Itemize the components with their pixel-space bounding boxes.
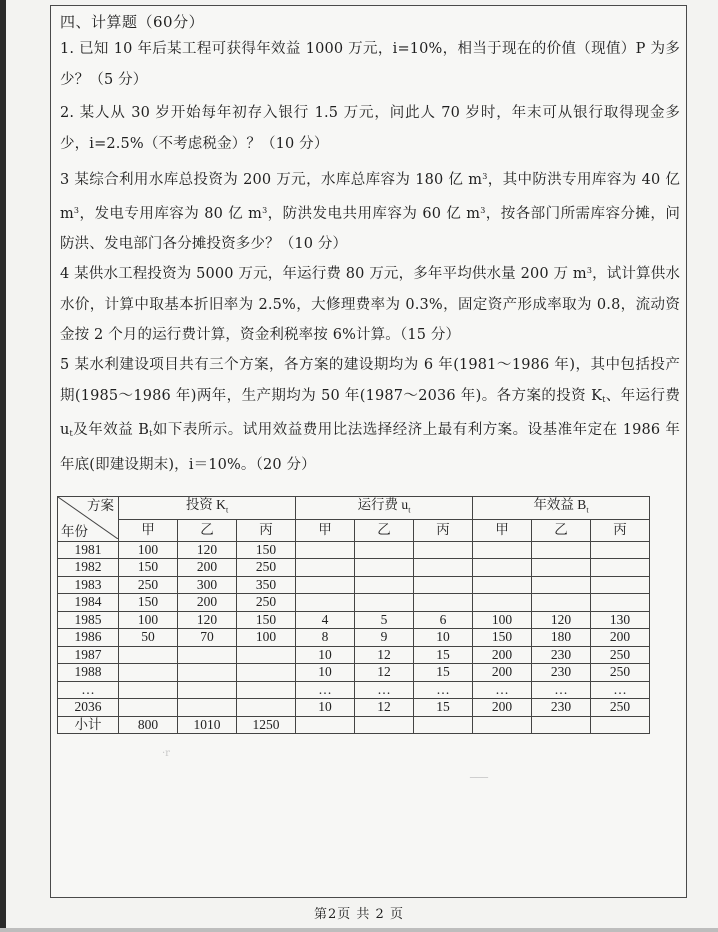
value-cell: … <box>532 681 591 699</box>
group-label-text: 运行费 u <box>357 497 409 512</box>
value-cell: 250 <box>119 576 178 594</box>
value-cell <box>296 576 355 594</box>
table-row <box>58 716 650 734</box>
value-cell: 180 <box>532 629 591 647</box>
plan-header: 乙 <box>178 519 237 541</box>
value-cell <box>591 576 650 594</box>
value-cell <box>355 576 414 594</box>
value-cell: 10 <box>296 699 355 717</box>
group-header-operating-cost <box>296 497 473 520</box>
table-row <box>58 699 650 717</box>
table-row <box>58 629 650 647</box>
year-cell: 1984 <box>58 594 119 612</box>
year-cell: 小计 <box>58 716 119 734</box>
value-cell: 15 <box>414 646 473 664</box>
value-cell: … <box>591 681 650 699</box>
value-cell <box>473 576 532 594</box>
plan-header: 乙 <box>532 519 591 541</box>
value-cell: 120 <box>178 541 237 559</box>
group-label-sub: t <box>225 505 229 515</box>
value-cell: 300 <box>178 576 237 594</box>
value-cell: 100 <box>473 611 532 629</box>
table-row <box>58 611 650 629</box>
question-script: 3 <box>482 172 488 181</box>
value-cell: … <box>473 681 532 699</box>
question-text: 如下表所示。试用效益费用比法选择经济上最有利方案。设基准年定在 1986 年年底(即建设期末)，i＝10%。（20 分） <box>60 422 680 473</box>
question-script: 3 <box>480 205 486 215</box>
value-cell: 200 <box>473 699 532 717</box>
value-cell: 1010 <box>178 716 237 734</box>
value-cell <box>237 681 296 699</box>
value-cell: 150 <box>237 541 296 559</box>
value-cell: 150 <box>119 594 178 612</box>
value-cell: 10 <box>296 646 355 664</box>
value-cell: 150 <box>119 559 178 577</box>
plan-header: 甲 <box>119 519 178 541</box>
value-cell <box>532 559 591 577</box>
plan-header: 丙 <box>591 519 650 541</box>
value-cell: 250 <box>591 699 650 717</box>
value-cell <box>296 716 355 734</box>
value-cell <box>119 699 178 717</box>
value-cell <box>355 541 414 559</box>
value-cell <box>296 594 355 612</box>
scan-artifact: ─── <box>470 773 489 784</box>
value-cell <box>414 559 473 577</box>
year-cell: 1981 <box>58 541 119 559</box>
value-cell <box>414 594 473 612</box>
question-script: t <box>602 394 606 404</box>
value-cell <box>237 664 296 682</box>
question-4 <box>60 256 680 351</box>
question-text: 1. 已知 10 年后某工程可获得年效益 1000 万元，i=10%，相当于现在的价值（现值）P 为多少？（5 分） <box>60 41 680 88</box>
question-text: ，发电专用库容为 80 亿 m <box>79 205 263 222</box>
question-text: 2. 某人从 30 岁开始每年初存入银行 1.5 万元，问此人 70 岁时，年末可从银行取得现金多少，i=2.5%（不考虑税金）？（10 分） <box>60 105 680 152</box>
group-label-text: 年效益 B <box>533 497 587 512</box>
value-cell <box>296 541 355 559</box>
value-cell: 230 <box>532 646 591 664</box>
question-text: 3 某综合利用水库总投资为 200 万元，水库总库容为 180 亿 m <box>60 172 483 188</box>
value-cell: 120 <box>178 611 237 629</box>
value-cell <box>414 541 473 559</box>
value-cell <box>414 716 473 734</box>
table-row <box>58 681 650 699</box>
year-cell: 1982 <box>58 559 119 577</box>
question-text: 5 某水利建设项目共有三个方案，各方案的建设期均为 6 年(1981～1986 年)，其中包括投产期(1985～1986 年)两年，生产期均为 50 年(1987～2036 年)。各方案的投资 K <box>60 357 680 404</box>
value-cell: 250 <box>591 646 650 664</box>
year-cell: 1983 <box>58 576 119 594</box>
value-cell <box>532 576 591 594</box>
table-row <box>58 594 650 612</box>
value-cell: 350 <box>237 576 296 594</box>
value-cell <box>414 576 473 594</box>
value-cell <box>178 646 237 664</box>
question-1 <box>60 34 680 95</box>
value-cell <box>591 559 650 577</box>
table-row <box>58 541 650 559</box>
value-cell <box>178 699 237 717</box>
value-cell <box>355 594 414 612</box>
value-cell <box>473 594 532 612</box>
value-cell <box>532 541 591 559</box>
question-text: 及年效益 B <box>72 422 150 438</box>
question-script: t <box>69 429 73 438</box>
value-cell <box>532 716 591 734</box>
year-cell: … <box>58 681 119 699</box>
question-script: 3 <box>586 266 593 275</box>
question-script: t <box>149 429 153 438</box>
data-table <box>57 496 650 734</box>
value-cell <box>296 559 355 577</box>
table-row <box>58 559 650 577</box>
value-cell: 100 <box>119 541 178 559</box>
value-cell <box>473 559 532 577</box>
value-cell: 250 <box>591 664 650 682</box>
value-cell <box>119 681 178 699</box>
year-cell: 1985 <box>58 611 119 629</box>
value-cell <box>473 716 532 734</box>
plan-header: 甲 <box>473 519 532 541</box>
value-cell: 200 <box>473 664 532 682</box>
table-row <box>58 646 650 664</box>
value-cell: 200 <box>473 646 532 664</box>
plan-header: 乙 <box>355 519 414 541</box>
value-cell <box>119 664 178 682</box>
corner-label-plan: 方案 <box>87 498 114 513</box>
scan-artifact: ·r <box>162 748 170 759</box>
question-text: ，试计算供水水价，计算中取基本折旧率为 2.5%，大修理费率为 0.3%，固定资产形成率取为 0.8，流动资金按 2 个月的运行费计算，资金利税率按 6%计算。（15 分） <box>60 266 680 343</box>
group-header-annual-benefit <box>473 497 650 520</box>
value-cell <box>591 594 650 612</box>
value-cell <box>355 716 414 734</box>
question-2 <box>60 98 680 159</box>
question-5 <box>60 350 680 480</box>
value-cell: … <box>355 681 414 699</box>
section-title: 四、计算题（60分） <box>60 13 205 31</box>
plan-header: 丙 <box>237 519 296 541</box>
year-cell: 1988 <box>58 664 119 682</box>
year-cell: 2036 <box>58 699 119 717</box>
value-cell: 250 <box>237 594 296 612</box>
year-cell: 1986 <box>58 629 119 647</box>
year-cell: 1987 <box>58 646 119 664</box>
value-cell: 15 <box>414 664 473 682</box>
table-body <box>58 541 650 734</box>
group-header-investment <box>119 497 296 520</box>
value-cell: … <box>296 681 355 699</box>
value-cell: 150 <box>473 629 532 647</box>
value-cell: 10 <box>296 664 355 682</box>
value-cell: 230 <box>532 664 591 682</box>
value-cell: 200 <box>178 559 237 577</box>
question-text: 4 某供水工程投资为 5000 万元，年运行费 80 万元，多年平均供水量 200 万 m <box>60 266 587 282</box>
value-cell <box>237 699 296 717</box>
scan-edge-bottom <box>0 928 718 932</box>
table-row <box>58 576 650 594</box>
value-cell <box>178 681 237 699</box>
value-cell: 130 <box>591 611 650 629</box>
value-cell: 12 <box>355 699 414 717</box>
page-number: 第2页 共 2 页 <box>314 907 404 922</box>
table-row <box>58 664 650 682</box>
group-label-sub: t <box>586 505 589 515</box>
value-cell: 230 <box>532 699 591 717</box>
value-cell: 200 <box>591 629 650 647</box>
value-cell: 100 <box>237 629 296 647</box>
question-text: ，按各部门所需库容分摊，问防洪、发电部门各分摊投资多少？（10 分） <box>60 205 681 252</box>
value-cell: 5 <box>355 611 414 629</box>
question-text: 、年运行费 u <box>60 387 680 438</box>
question-script: 3 <box>73 205 80 215</box>
value-cell: 8 <box>296 629 355 647</box>
value-cell <box>591 541 650 559</box>
question-text: ，防洪发电共用库容为 60 亿 m <box>267 205 481 222</box>
question-text: ，其中防洪专用库容为 40 亿 m <box>60 172 681 222</box>
value-cell: 100 <box>119 611 178 629</box>
scan-edge <box>0 0 6 932</box>
plan-header: 丙 <box>414 519 473 541</box>
value-cell <box>178 664 237 682</box>
question-script: 3 <box>262 205 268 215</box>
value-cell: 70 <box>178 629 237 647</box>
value-cell <box>532 594 591 612</box>
value-cell: … <box>414 681 473 699</box>
value-cell: 200 <box>178 594 237 612</box>
value-cell: 120 <box>532 611 591 629</box>
group-label-text: 投资 K <box>185 497 226 512</box>
value-cell <box>237 646 296 664</box>
value-cell: 250 <box>237 559 296 577</box>
value-cell: 50 <box>119 629 178 647</box>
value-cell: 10 <box>414 629 473 647</box>
table-header-row-2 <box>58 519 650 541</box>
value-cell <box>355 559 414 577</box>
value-cell <box>473 541 532 559</box>
group-label-sub: t <box>408 505 411 515</box>
value-cell <box>119 646 178 664</box>
question-3 <box>60 162 680 260</box>
corner-cell <box>58 497 119 542</box>
value-cell: 4 <box>296 611 355 629</box>
value-cell: 15 <box>414 699 473 717</box>
plan-header: 甲 <box>296 519 355 541</box>
value-cell: 12 <box>355 664 414 682</box>
value-cell: 12 <box>355 646 414 664</box>
table-header-row-1 <box>58 497 650 520</box>
value-cell <box>591 716 650 734</box>
value-cell: 150 <box>237 611 296 629</box>
value-cell: 1250 <box>237 716 296 734</box>
value-cell: 9 <box>355 629 414 647</box>
value-cell: 6 <box>414 611 473 629</box>
corner-label-year: 年份 <box>61 523 88 539</box>
value-cell: 800 <box>119 716 178 734</box>
